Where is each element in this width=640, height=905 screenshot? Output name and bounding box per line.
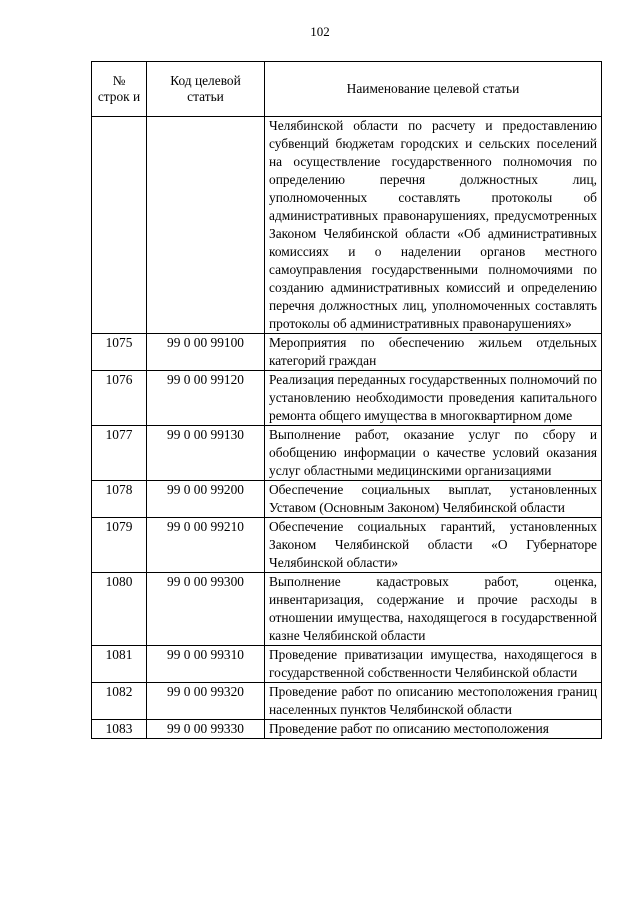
table-row — [92, 573, 602, 646]
target-code: 99 0 00 99120 — [147, 371, 265, 426]
table-row — [92, 426, 602, 481]
header-target-name: Наименование целевой статьи — [265, 62, 602, 117]
table-row — [92, 518, 602, 573]
table-row — [92, 371, 602, 426]
target-code — [147, 117, 265, 334]
table-row — [92, 683, 602, 720]
target-code: 99 0 00 99200 — [147, 481, 265, 518]
target-code: 99 0 00 99100 — [147, 334, 265, 371]
row-number: 1082 — [92, 683, 147, 720]
target-code: 99 0 00 99300 — [147, 573, 265, 646]
target-code: 99 0 00 99320 — [147, 683, 265, 720]
target-name: Обеспечение социальных выплат, установленных Уставом (Основным Законом) Челябинской области — [265, 481, 602, 518]
target-name: Челябинской области по расчету и предоставлению субвенций бюджетам городских и сельских поселений на осуществление государственного полномочия по определению перечня должностных лиц, уполномоченных составлять протоколы об административных правонарушениях, предусмотренных Законом Челябинской области «Об административных комиссиях и о наделении органов местного самоуправления государственными полномочиями по созданию административных комиссий и определению перечня должностных лиц, уполномоченных составлять протоколы об административных правонарушениях» — [265, 117, 602, 334]
page-number: 102 — [310, 24, 330, 39]
row-number: 1083 — [92, 720, 147, 739]
target-name: Обеспечение социальных гарантий, установленных Законом Челябинской области «О Губернаторе Челябинской области» — [265, 518, 602, 573]
row-number: 1079 — [92, 518, 147, 573]
target-name: Проведение работ по описанию местоположения — [265, 720, 602, 739]
row-number: 1077 — [92, 426, 147, 481]
target-code: 99 0 00 99330 — [147, 720, 265, 739]
table-row — [92, 481, 602, 518]
row-number — [92, 117, 147, 334]
header-row-number: № строк и — [92, 62, 147, 117]
target-name: Реализация переданных государственных полномочий по установлению необходимости проведения капитального ремонта общего имущества в многоквартирном доме — [265, 371, 602, 426]
row-number: 1075 — [92, 334, 147, 371]
table-row — [92, 720, 602, 739]
table-header-row — [92, 62, 602, 117]
row-number: 1081 — [92, 646, 147, 683]
target-name: Проведение работ по описанию местоположения границ населенных пунктов Челябинской области — [265, 683, 602, 720]
row-number: 1080 — [92, 573, 147, 646]
table-row — [92, 334, 602, 371]
target-name: Проведение приватизации имущества, находящегося в государственной собственности Челябинской области — [265, 646, 602, 683]
target-name: Выполнение работ, оказание услуг по сбору и обобщению информации о качестве условий оказания услуг областными медицинскими организациями — [265, 426, 602, 481]
table-row — [92, 117, 602, 334]
row-number: 1078 — [92, 481, 147, 518]
table-row — [92, 646, 602, 683]
target-name: Мероприятия по обеспечению жильем отдельных категорий граждан — [265, 334, 602, 371]
target-articles-table — [91, 61, 602, 739]
target-code: 99 0 00 99210 — [147, 518, 265, 573]
target-code: 99 0 00 99130 — [147, 426, 265, 481]
header-target-code: Код целевой статьи — [147, 62, 265, 117]
target-code: 99 0 00 99310 — [147, 646, 265, 683]
target-name: Выполнение кадастровых работ, оценка, инвентаризация, содержание и прочие расходы в отношении имущества, находящегося в государственной казне Челябинской области — [265, 573, 602, 646]
row-number: 1076 — [92, 371, 147, 426]
